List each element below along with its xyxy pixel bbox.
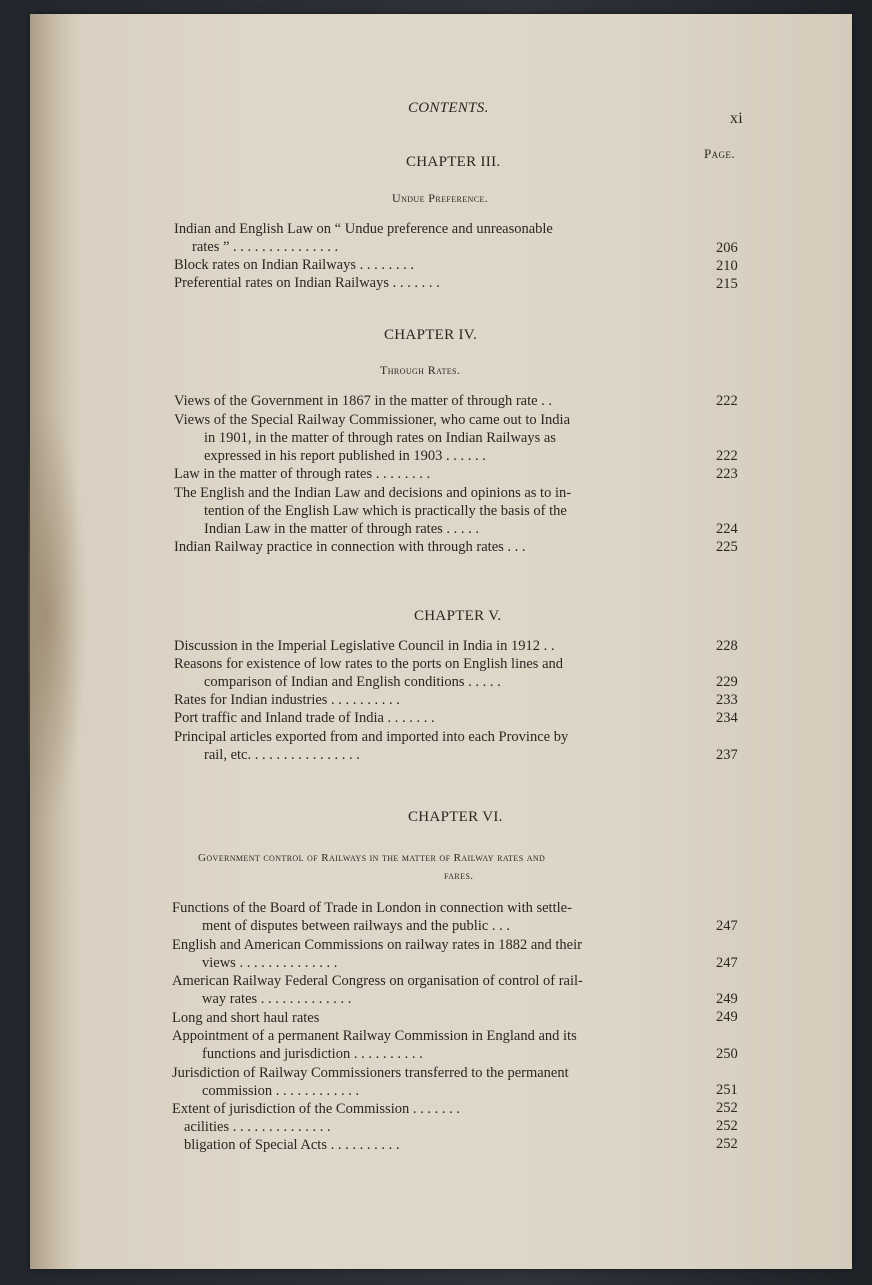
toc-entry-line: Rates for Indian industries . . . . . . . . . . [174,692,400,708]
toc-page-number: 233 [716,692,738,708]
toc-entry-line: bligation of Special Acts . . . . . . . . . . [184,1137,400,1153]
toc-entry-line: Views of the Special Railway Commissioner, who came out to India [174,412,571,428]
toc-page-number: 237 [716,747,738,763]
running-title: CONTENTS. [408,100,489,116]
toc-page-number: 222 [716,448,738,464]
toc-entry-line: Extent of jurisdiction of the Commission . . . . . . . [172,1101,460,1117]
chapter-heading: CHAPTER V. [414,608,502,624]
toc-page-number: 250 [716,1046,738,1062]
chapter-heading: CHAPTER III. [406,154,501,170]
toc-page-number: 247 [716,955,738,971]
toc-entry-line: Indian Railway practice in connection with through rates . . . [174,539,526,555]
toc-entry-line: The English and the Indian Law and decisions and opinions as to in- [174,485,572,501]
toc-entry-line: ment of disputes between railways and the public . . . [202,918,511,934]
toc-entry-line: Port traffic and Inland trade of India . . . . . . . [174,710,435,726]
toc-page-number: 225 [716,539,738,555]
toc-entry-line: American Railway Federal Congress on organisation of control of rail- [172,973,583,989]
toc-entry-line: Long and short haul rates [172,1010,320,1026]
toc-page-number: 252 [716,1136,738,1152]
chapter-subtitle: Undue Preference. [392,191,489,205]
toc-entry-line: in 1901, in the matter of through rates on Indian Railways as [204,430,556,446]
page-number: xi [730,110,744,127]
toc-page-number: 210 [716,258,738,274]
toc-page-number: 206 [716,240,738,256]
toc-entry-line: acilities . . . . . . . . . . . . . . [184,1119,331,1135]
toc-entry-line: Block rates on Indian Railways . . . . . . . . [174,257,415,273]
water-stain [28,404,88,824]
toc-entry-line: views . . . . . . . . . . . . . . [202,955,338,971]
toc-page-number: 228 [716,638,738,654]
page-column-label: Page. [704,146,735,161]
toc-entry-line: Indian Law in the matter of through rates . . . . . [204,521,480,537]
toc-entry-line: Indian and English Law on “ Undue preference and unreasonable [174,221,553,237]
toc-entry-line: English and American Commissions on railway rates in 1882 and their [172,937,582,953]
toc-entry-line: Preferential rates on Indian Railways . . . . . . . [174,275,440,291]
toc-entry-line: way rates . . . . . . . . . . . . . [202,991,352,1007]
chapter-heading: CHAPTER VI. [408,809,503,825]
toc-entry-line: Views of the Government in 1867 in the matter of through rate . . [174,393,553,409]
chapter-heading: CHAPTER IV. [384,327,478,343]
toc-entry-line: Functions of the Board of Trade in London in connection with settle- [172,900,572,916]
toc-entry-line: rail, etc. . . . . . . . . . . . . . . . [204,747,360,763]
toc-page-number: 224 [716,521,738,537]
toc-page-number: 222 [716,393,738,409]
toc-entry-line: Discussion in the Imperial Legislative Council in India in 1912 . . [174,638,555,654]
toc-page-number: 229 [716,674,738,690]
chapter-subtitle: Through Rates. [380,363,461,377]
toc-entry-line: functions and jurisdiction . . . . . . . . . . [202,1046,423,1062]
toc-entry-line: Law in the matter of through rates . . . . . . . . [174,466,431,482]
toc-entry-line: Principal articles exported from and imported into each Province by [174,729,569,745]
toc-entry-line: Reasons for existence of low rates to the ports on English lines and [174,656,564,672]
toc-page-number: 251 [716,1082,738,1098]
toc-entry-line: tention of the English Law which is practically the basis of the [204,503,567,519]
toc-entry-line: expressed in his report published in 1903 . . . . . . [204,448,486,464]
toc-page-number: 234 [716,710,738,726]
toc-entry-line: comparison of Indian and English conditions . . . . . [204,674,501,690]
toc-page-number: 223 [716,466,738,482]
toc-entry-line: Appointment of a permanent Railway Commission in England and its [172,1028,577,1044]
toc-entry-line: commission . . . . . . . . . . . . [202,1083,360,1099]
toc-page-number: 252 [716,1100,738,1116]
toc-entry-line: Jurisdiction of Railway Commissioners transferred to the permanent [172,1065,569,1081]
toc-page-number: 249 [716,991,738,1007]
toc-page-number: 252 [716,1118,738,1134]
chapter-subtitle: fares. [444,870,474,882]
chapter-subtitle: Government control of Railways in the matter of Railway rates and [198,852,546,864]
toc-entry-line: rates ” . . . . . . . . . . . . . . . [192,239,339,255]
toc-page-number: 247 [716,918,738,934]
toc-page-number: 215 [716,276,738,292]
toc-page-number: 249 [716,1009,738,1025]
